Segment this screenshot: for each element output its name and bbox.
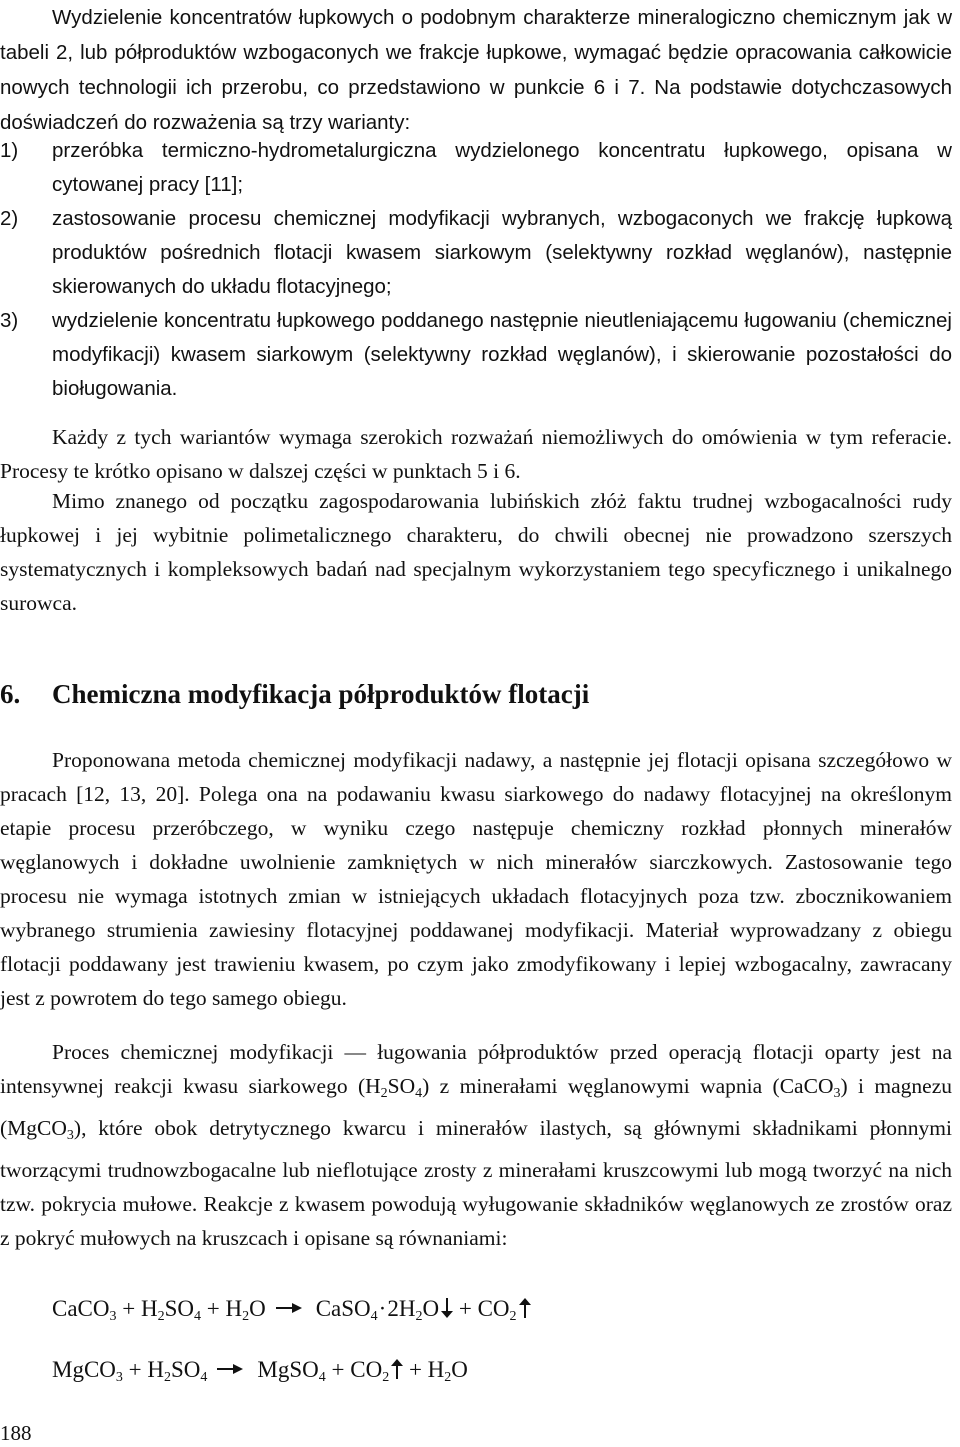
process-text-2: ) z minerałami węglanowymi wapnia (CaCO <box>422 1074 834 1098</box>
intro-text-sans-continued: Na podstawie dotychczasowych doświadczeń do rozważenia są trzy warianty: <box>0 76 952 134</box>
list-item <box>0 134 952 202</box>
process-text-4: ), które obok detrytycznego kwarcu i minerałów ilastych, są głównymi składnikami płonnymi tworzącymi trudnowzbogacalne lub nieflotujące zrosty z minerałami kruszcowymi lub mogą tworzyć na nich tzw. pokrycia mułowe. Reakcje z kwasem powodują wyługowanie składników węglanowych ze zrostów oraz z pokryć mułowych na kruszcach i opisane są równaniami: <box>0 1116 952 1250</box>
process-text-1: Proces chemicznej modyfikacji — ługowania półproduktów przed operacją flotacji oparty jest na intensywnej reakcji kwasu siarkowego (H <box>0 1040 952 1098</box>
list-item <box>0 202 952 304</box>
eq-term: + H <box>403 1357 445 1382</box>
eq-term: O <box>422 1296 440 1321</box>
eq-term: CaSO <box>315 1296 371 1321</box>
subscript: 2 <box>382 1370 390 1385</box>
subscript: 2 <box>164 1370 171 1385</box>
subscript: 2 <box>242 1309 250 1324</box>
variants-list <box>0 134 952 406</box>
eq-term: MgCO <box>52 1357 116 1382</box>
eq-term: + CO <box>325 1357 383 1382</box>
list-item-text: przeróbka termiczno-hydrometalurgiczna wydzielonego koncentratu łupkowego, opisana w cytowanej pracy [11]; <box>52 139 952 196</box>
eq-term: SO <box>164 1296 194 1321</box>
eq-term: 2H <box>387 1296 416 1321</box>
equation-calcium-carbonate <box>52 1292 531 1334</box>
eq-term: + H <box>201 1296 243 1321</box>
subscript: 2 <box>509 1309 517 1324</box>
eq-term: + H <box>116 1296 158 1321</box>
equation-magnesium-carbonate <box>52 1353 468 1395</box>
paragraph-process <box>0 1035 952 1255</box>
list-item-text: wydzielenie koncentratu łupkowego poddanego następnie nieutleniającemu ługowaniu (chemicznej modyfikacji) kwasem siarkowym (selektywny rozkład węglanów), i skierowanie pozostałości do bioługowania. <box>52 309 952 400</box>
eq-term: O <box>451 1357 468 1382</box>
subscript: 2 <box>415 1309 423 1324</box>
subscript: 2 <box>157 1309 165 1324</box>
list-item-number: 2) <box>0 207 19 230</box>
eq-term: + H <box>122 1357 164 1382</box>
precipitate-arrow-down-icon <box>441 1298 453 1318</box>
subscript: 3 <box>115 1370 123 1385</box>
list-item-number: 3) <box>0 309 19 332</box>
subscript: 3 <box>66 1128 74 1143</box>
paragraph-intro <box>0 0 952 140</box>
intro-text-sans: Wydzielenie koncentratów łupkowych o podobnym charakterze mineralogiczno chemicznym jak w tabeli 2, lub półproduktów wzbogaconych we frakcje łupkowe, wymagać będzie opracowania całkowicie nowych technologii ich przerobu, co przedstawiono w punkcie 6 i 7. <box>0 6 952 99</box>
eq-term: CaCO <box>52 1296 110 1321</box>
reaction-arrow-icon <box>276 1303 302 1313</box>
subscript: 4 <box>370 1309 378 1324</box>
eq-term: SO <box>171 1357 201 1382</box>
subscript: 2 <box>380 1086 388 1101</box>
section-heading <box>0 674 589 714</box>
eq-term: O <box>249 1296 266 1321</box>
paragraph-method: Proponowana metoda chemicznej modyfikacji nadawy, a następnie jej flotacji opisana szczegółowo w pracach [12, 13, 20]. Polega ona na podawaniu kwasu siarkowego do nadawy flotacyjnej na określonym etapie procesu przeróbczego, w wyniku czego następuje chemiczny rozkład płonnych minerałów węglanowych i dokładne uwolnienie zamkniętych w nich minerałów siarczkowych. Zastosowanie tego procesu nie wymaga istotnych zmian w istniejących układach flotacyjnych poza tzw. zbocznikowaniem wybranego strumienia zawiesiny flotacyjnej poddawanej modyfikacji. Materiał wyprowadzany z obiegu flotacji poddawany jest trawieniu kwasem, po czym jako zmodyfikowany i lepiej wzbogacalny, zawracany jest z powrotem do tego samego obiegu. <box>0 748 952 1010</box>
list-item-number: 1) <box>0 139 19 162</box>
subscript: 2 <box>444 1370 452 1385</box>
list-item <box>0 304 952 406</box>
paragraph-variants-note: Każdy z tych wariantów wymaga szerokich rozważań niemożliwych do omówienia w tym referacie. Procesy te krótko opisano w dalszej części w punktach 5 i 6. <box>0 425 952 483</box>
paragraph-context: Mimo znanego od początku zagospodarowania lubińskich złóż faktu trudnej wzbogacalności rudy łupkowej i jej wybitnie polimetalicznego charakteru, do chwili obecnej nie prowadzono szerszych systematycznych i kompleksowych badań nad specjalnym wykorzystaniem tego specyficznego i unikalnego surowca. <box>0 489 952 615</box>
section-number: 6. <box>0 679 21 709</box>
subscript: 3 <box>833 1086 841 1101</box>
gas-arrow-up-icon <box>391 1359 403 1379</box>
eq-dot: · <box>378 1296 387 1321</box>
list-item-text: zastosowanie procesu chemicznej modyfikacji wybranych, wzbogaconych we frakcję łupkową produktów pośrednich flotacji kwasem siarkowym (selektywny rozkład węglanów), następnie skierowanych do układu flotacyjnego; <box>52 207 952 298</box>
subscript: 3 <box>109 1309 117 1324</box>
subscript: 4 <box>318 1370 326 1385</box>
section-title: Chemiczna modyfikacja półproduktów flotacji <box>52 679 590 709</box>
subscript: 4 <box>200 1370 208 1385</box>
gas-arrow-up-icon <box>519 1298 531 1318</box>
subscript: 4 <box>415 1086 423 1101</box>
reaction-arrow-icon <box>217 1364 243 1374</box>
eq-term: + CO <box>453 1296 510 1321</box>
eq-term: MgSO <box>257 1357 319 1382</box>
subscript: 4 <box>194 1309 201 1324</box>
process-text-3: ) i magnezu (MgCO <box>0 1074 952 1140</box>
page-number: 188 <box>0 1421 32 1445</box>
process-text-1b: SO <box>387 1074 416 1098</box>
